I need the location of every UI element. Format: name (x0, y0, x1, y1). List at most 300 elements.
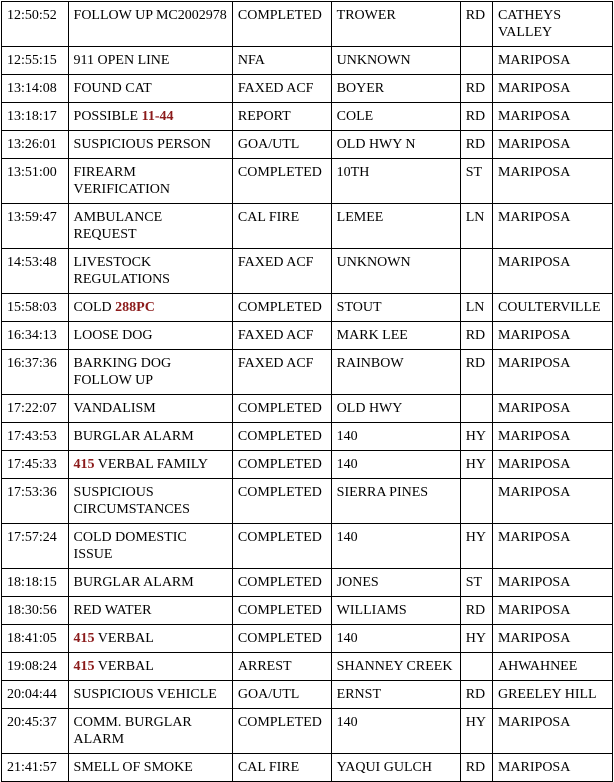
street-suffix-cell (460, 131, 492, 159)
call-log-body (2, 2, 613, 782)
call-time: 12:55:15 (7, 53, 57, 68)
city-cell (492, 597, 612, 625)
city-cell (492, 159, 612, 204)
disposition: FAXED ACF (237, 328, 314, 343)
description-code: 288PC (115, 300, 155, 315)
table-row (2, 131, 613, 159)
street-suffix-cell (460, 294, 492, 322)
call-description-cell (68, 47, 232, 75)
disposition-cell (232, 2, 331, 47)
disposition: FAXED ACF (237, 356, 314, 371)
description-text: AMBULANCE REQUEST (73, 210, 163, 242)
disposition-cell (232, 681, 331, 709)
call-time: 16:37:36 (7, 356, 57, 371)
call-time-cell (2, 47, 69, 75)
disposition: GOA/UTL (237, 137, 300, 152)
call-description-cell (68, 249, 232, 294)
street-suffix: HY (465, 530, 486, 545)
city-cell (492, 131, 612, 159)
table-row (2, 479, 613, 524)
table-row (2, 47, 613, 75)
city-name: MARIPOSA (497, 631, 571, 646)
disposition-cell (232, 479, 331, 524)
description-text: LOOSE DOG (73, 328, 153, 343)
table-row (2, 159, 613, 204)
call-time: 21:41:57 (7, 760, 57, 775)
city-cell (492, 395, 612, 423)
disposition: COMPLETED (237, 575, 322, 590)
call-time: 17:45:33 (7, 457, 57, 472)
disposition-cell (232, 131, 331, 159)
street-suffix: ST (465, 575, 483, 590)
street-name: MARK LEE (336, 328, 408, 343)
table-row (2, 75, 613, 103)
call-time: 17:43:53 (7, 429, 57, 444)
description-text: SMELL OF SMOKE (73, 760, 193, 775)
description-text: FOLLOW UP MC2002978 (73, 8, 227, 23)
call-time-cell (2, 569, 69, 597)
table-row (2, 451, 613, 479)
street-suffix-cell (460, 597, 492, 625)
call-time-cell (2, 423, 69, 451)
disposition-cell (232, 569, 331, 597)
call-description-cell (68, 2, 232, 47)
street-cell (331, 709, 460, 754)
call-time-cell (2, 249, 69, 294)
street-suffix: RD (465, 109, 486, 124)
street-cell (331, 653, 460, 681)
street-suffix-cell (460, 350, 492, 395)
call-time: 18:30:56 (7, 603, 57, 618)
disposition-cell (232, 754, 331, 782)
description-prefix: COLD (73, 300, 116, 315)
city-name: MARIPOSA (497, 401, 571, 416)
city-name: MARIPOSA (497, 715, 571, 730)
disposition-cell (232, 451, 331, 479)
call-description-cell (68, 754, 232, 782)
disposition: COMPLETED (237, 165, 322, 180)
city-cell (492, 2, 612, 47)
street-suffix: RD (465, 137, 486, 152)
disposition-cell (232, 159, 331, 204)
city-name: MARIPOSA (497, 210, 571, 225)
city-cell (492, 709, 612, 754)
call-description-cell (68, 75, 232, 103)
city-name: MARIPOSA (497, 53, 571, 68)
call-description-cell (68, 103, 232, 131)
table-row (2, 423, 613, 451)
city-cell (492, 322, 612, 350)
city-cell (492, 204, 612, 249)
call-description-cell (68, 423, 232, 451)
call-time: 18:41:05 (7, 631, 57, 646)
street-name: 140 (336, 715, 358, 730)
call-time-cell (2, 479, 69, 524)
disposition-cell (232, 524, 331, 569)
street-cell (331, 479, 460, 524)
call-time: 14:53:48 (7, 255, 57, 270)
table-row (2, 681, 613, 709)
city-name: MARIPOSA (497, 81, 571, 96)
call-time: 15:58:03 (7, 300, 57, 315)
disposition-cell (232, 294, 331, 322)
table-row (2, 249, 613, 294)
street-suffix-cell (460, 524, 492, 569)
street-suffix: LN (465, 210, 485, 225)
street-cell (331, 350, 460, 395)
call-time: 17:57:24 (7, 530, 57, 545)
city-name: MARIPOSA (497, 109, 571, 124)
disposition: GOA/UTL (237, 687, 300, 702)
disposition: NFA (237, 53, 265, 68)
street-name: LEMEE (336, 210, 384, 225)
disposition-cell (232, 653, 331, 681)
call-description-cell (68, 569, 232, 597)
street-cell (331, 294, 460, 322)
call-time: 20:45:37 (7, 715, 57, 730)
street-suffix-cell (460, 204, 492, 249)
city-name: MARIPOSA (497, 255, 571, 270)
disposition: REPORT (237, 109, 291, 124)
street-suffix: RD (465, 356, 486, 371)
city-cell (492, 681, 612, 709)
call-time-cell (2, 159, 69, 204)
street-suffix: ST (465, 165, 483, 180)
street-cell (331, 47, 460, 75)
street-name: SHANNEY CREEK (336, 659, 453, 674)
call-time-cell (2, 294, 69, 322)
disposition: FAXED ACF (237, 255, 314, 270)
street-suffix-cell (460, 709, 492, 754)
street-name: STOUT (336, 300, 382, 315)
disposition-cell (232, 597, 331, 625)
city-name: MARIPOSA (497, 429, 571, 444)
city-cell (492, 754, 612, 782)
city-name: CATHEYS VALLEY (497, 8, 561, 40)
call-time: 13:59:47 (7, 210, 57, 225)
disposition: COMPLETED (237, 631, 322, 646)
street-cell (331, 204, 460, 249)
call-time: 17:53:36 (7, 485, 57, 500)
table-row (2, 395, 613, 423)
street-name: UNKNOWN (336, 53, 411, 68)
call-description-cell (68, 350, 232, 395)
street-cell (331, 451, 460, 479)
street-cell (331, 569, 460, 597)
call-time-cell (2, 451, 69, 479)
description-text: BARKING DOG FOLLOW UP (73, 356, 172, 388)
disposition: COMPLETED (237, 530, 322, 545)
disposition: COMPLETED (237, 300, 322, 315)
city-name: GREELEY HILL (497, 687, 597, 702)
table-row (2, 294, 613, 322)
street-suffix-cell (460, 569, 492, 597)
call-description-cell (68, 294, 232, 322)
call-time-cell (2, 524, 69, 569)
call-time-cell (2, 709, 69, 754)
city-name: MARIPOSA (497, 485, 571, 500)
street-suffix-cell (460, 2, 492, 47)
city-cell (492, 249, 612, 294)
description-text: SUSPICIOUS CIRCUMSTANCES (73, 485, 190, 517)
street-cell (331, 159, 460, 204)
call-description-cell (68, 204, 232, 249)
street-suffix: HY (465, 429, 486, 444)
disposition-cell (232, 204, 331, 249)
call-time-cell (2, 597, 69, 625)
call-log-document (1, 1, 613, 782)
call-time-cell (2, 131, 69, 159)
street-suffix-cell (460, 681, 492, 709)
description-text: VANDALISM (73, 401, 156, 416)
street-suffix-cell (460, 103, 492, 131)
city-cell (492, 294, 612, 322)
table-row (2, 524, 613, 569)
street-name: 140 (336, 530, 358, 545)
street-suffix: RD (465, 81, 486, 96)
street-name: UNKNOWN (336, 255, 411, 270)
street-cell (331, 322, 460, 350)
call-time-cell (2, 2, 69, 47)
street-name: 140 (336, 457, 358, 472)
street-suffix: RD (465, 760, 486, 775)
street-name: 140 (336, 429, 358, 444)
call-time: 13:26:01 (7, 137, 57, 152)
description-text: FIREARM VERIFICATION (73, 165, 170, 197)
description-text: VERBAL FAMILY (94, 457, 208, 472)
disposition: COMPLETED (237, 603, 322, 618)
disposition-cell (232, 75, 331, 103)
street-suffix-cell (460, 322, 492, 350)
street-suffix-cell (460, 159, 492, 204)
street-name: WILLIAMS (336, 603, 407, 618)
street-suffix: RD (465, 687, 486, 702)
city-name: MARIPOSA (497, 137, 571, 152)
city-name: MARIPOSA (497, 760, 571, 775)
call-description-cell (68, 709, 232, 754)
street-suffix-cell (460, 625, 492, 653)
description-code: 11-44 (141, 109, 174, 124)
street-suffix-cell (460, 653, 492, 681)
table-row (2, 597, 613, 625)
description-text: VERBAL (94, 659, 154, 674)
description-code: 415 (73, 457, 95, 472)
street-suffix: LN (465, 300, 485, 315)
street-name: YAQUI GULCH (336, 760, 432, 775)
call-time: 13:18:17 (7, 109, 57, 124)
table-row (2, 754, 613, 782)
description-text: SUSPICIOUS VEHICLE (73, 687, 217, 702)
street-suffix-cell (460, 395, 492, 423)
street-suffix: HY (465, 457, 486, 472)
call-description-cell (68, 159, 232, 204)
disposition-cell (232, 625, 331, 653)
call-description-cell (68, 131, 232, 159)
call-description-cell (68, 395, 232, 423)
street-suffix: RD (465, 603, 486, 618)
call-description-cell (68, 479, 232, 524)
street-suffix: HY (465, 715, 486, 730)
description-text: SUSPICIOUS PERSON (73, 137, 211, 152)
street-cell (331, 249, 460, 294)
call-time-cell (2, 395, 69, 423)
disposition-cell (232, 322, 331, 350)
call-description-cell (68, 625, 232, 653)
description-text: RED WATER (73, 603, 152, 618)
street-cell (331, 103, 460, 131)
call-description-cell (68, 322, 232, 350)
description-code: 415 (73, 631, 95, 646)
disposition-cell (232, 103, 331, 131)
city-name: COULTERVILLE (497, 300, 601, 315)
street-cell (331, 754, 460, 782)
table-row (2, 625, 613, 653)
city-cell (492, 423, 612, 451)
street-name: BOYER (336, 81, 385, 96)
description-prefix: POSSIBLE (73, 109, 142, 124)
disposition: COMPLETED (237, 485, 322, 500)
street-name: OLD HWY (336, 401, 403, 416)
street-name: 140 (336, 631, 358, 646)
call-time-cell (2, 75, 69, 103)
call-description-cell (68, 451, 232, 479)
street-name: RAINBOW (336, 356, 404, 371)
disposition-cell (232, 249, 331, 294)
table-row (2, 350, 613, 395)
city-cell (492, 47, 612, 75)
city-cell (492, 479, 612, 524)
street-name: 10TH (336, 165, 370, 180)
call-time: 20:04:44 (7, 687, 57, 702)
call-time-cell (2, 204, 69, 249)
disposition: COMPLETED (237, 715, 322, 730)
city-cell (492, 524, 612, 569)
call-time-cell (2, 103, 69, 131)
disposition-cell (232, 709, 331, 754)
street-suffix-cell (460, 754, 492, 782)
street-cell (331, 625, 460, 653)
description-text: LIVESTOCK REGULATIONS (73, 255, 170, 287)
description-text: 911 OPEN LINE (73, 53, 170, 68)
street-suffix: HY (465, 631, 486, 646)
disposition-cell (232, 395, 331, 423)
street-name: TROWER (336, 8, 396, 23)
street-name: SIERRA PINES (336, 485, 429, 500)
call-time-cell (2, 754, 69, 782)
city-name: AHWAHNEE (497, 659, 578, 674)
city-name: MARIPOSA (497, 575, 571, 590)
street-cell (331, 131, 460, 159)
disposition: COMPLETED (237, 429, 322, 444)
disposition: CAL FIRE (237, 210, 300, 225)
street-suffix-cell (460, 479, 492, 524)
street-cell (331, 2, 460, 47)
description-code: 415 (73, 659, 95, 674)
city-name: MARIPOSA (497, 530, 571, 545)
call-time: 12:50:52 (7, 8, 57, 23)
city-cell (492, 103, 612, 131)
street-name: ERNST (336, 687, 382, 702)
call-time-cell (2, 350, 69, 395)
street-suffix-cell (460, 423, 492, 451)
call-time: 13:14:08 (7, 81, 57, 96)
disposition: FAXED ACF (237, 81, 314, 96)
street-suffix-cell (460, 75, 492, 103)
description-text: FOUND CAT (73, 81, 152, 96)
call-time: 17:22:07 (7, 401, 57, 416)
table-row (2, 653, 613, 681)
city-cell (492, 451, 612, 479)
city-cell (492, 569, 612, 597)
city-name: MARIPOSA (497, 165, 571, 180)
disposition-cell (232, 47, 331, 75)
table-row (2, 322, 613, 350)
disposition: COMPLETED (237, 8, 322, 23)
street-cell (331, 75, 460, 103)
table-row (2, 2, 613, 47)
call-description-cell (68, 524, 232, 569)
street-cell (331, 395, 460, 423)
call-time: 19:08:24 (7, 659, 57, 674)
description-text: BURGLAR ALARM (73, 429, 194, 444)
disposition-cell (232, 350, 331, 395)
street-suffix: RD (465, 328, 486, 343)
street-suffix-cell (460, 249, 492, 294)
disposition: COMPLETED (237, 401, 322, 416)
description-text: COMM. BURGLAR ALARM (73, 715, 192, 747)
call-description-cell (68, 653, 232, 681)
call-time-cell (2, 625, 69, 653)
city-name: MARIPOSA (497, 603, 571, 618)
disposition: CAL FIRE (237, 760, 300, 775)
street-cell (331, 681, 460, 709)
street-name: COLE (336, 109, 374, 124)
call-time-cell (2, 322, 69, 350)
call-description-cell (68, 681, 232, 709)
call-time-cell (2, 653, 69, 681)
call-time: 18:18:15 (7, 575, 57, 590)
street-cell (331, 597, 460, 625)
street-suffix: RD (465, 8, 486, 23)
street-name: JONES (336, 575, 379, 590)
street-cell (331, 524, 460, 569)
description-text: COLD DOMESTIC ISSUE (73, 530, 187, 562)
city-cell (492, 75, 612, 103)
description-text: BURGLAR ALARM (73, 575, 194, 590)
disposition-cell (232, 423, 331, 451)
disposition: COMPLETED (237, 457, 322, 472)
street-suffix-cell (460, 47, 492, 75)
table-row (2, 709, 613, 754)
city-name: MARIPOSA (497, 457, 571, 472)
call-time-cell (2, 681, 69, 709)
call-log-table (1, 1, 613, 782)
city-cell (492, 653, 612, 681)
city-cell (492, 625, 612, 653)
street-cell (331, 423, 460, 451)
city-name: MARIPOSA (497, 356, 571, 371)
table-row (2, 204, 613, 249)
call-description-cell (68, 597, 232, 625)
street-name: OLD HWY N (336, 137, 416, 152)
street-suffix-cell (460, 451, 492, 479)
table-row (2, 103, 613, 131)
city-cell (492, 350, 612, 395)
description-text: VERBAL (94, 631, 154, 646)
call-time: 16:34:13 (7, 328, 57, 343)
table-row (2, 569, 613, 597)
disposition: ARREST (237, 659, 292, 674)
